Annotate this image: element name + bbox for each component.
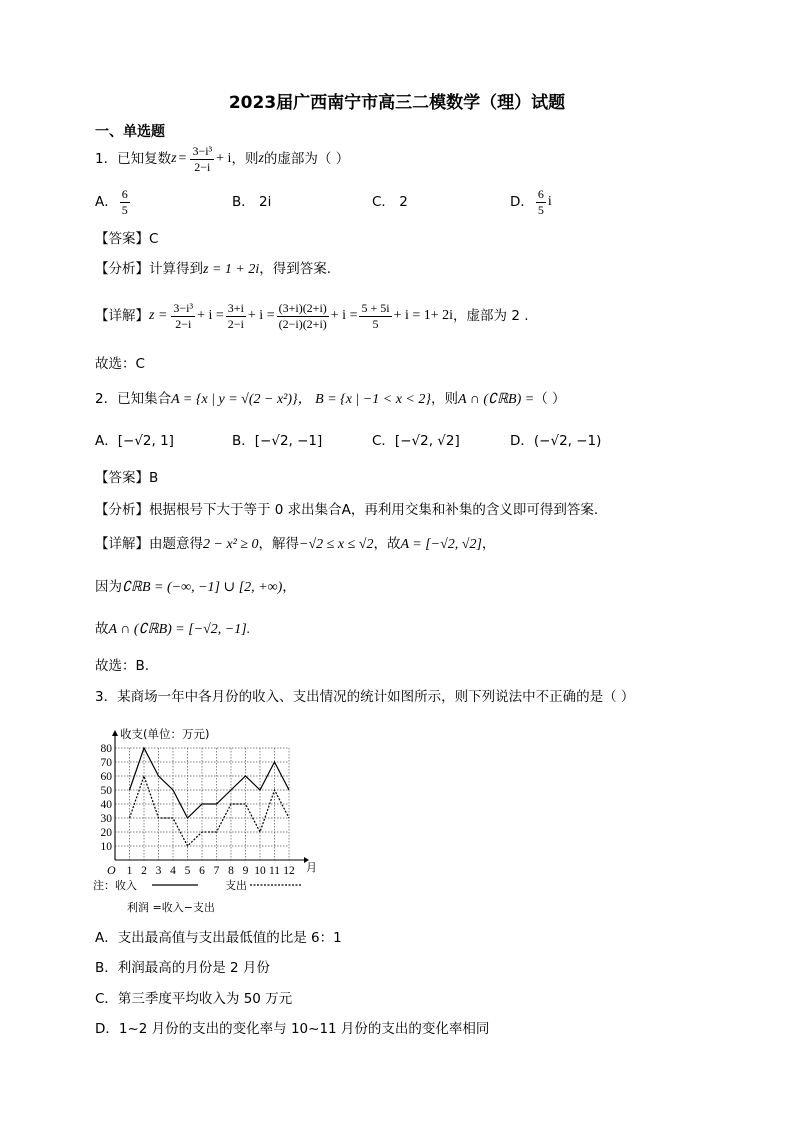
q1-detail-p3: + i = <box>330 308 358 323</box>
q2-set-a: A = {x | y = √(2 − x²)} <box>171 392 298 407</box>
q2-line3-math: A ∩ (∁ℝB) = [−√2, −1]. <box>108 622 251 637</box>
q2-answer-value: B <box>149 470 159 486</box>
x-tick-label: 5 <box>184 865 191 877</box>
chart-note-expense: 支出 <box>225 879 247 892</box>
x-tick-label: 11 <box>268 865 281 877</box>
q1-detail-frac2-num: 3+i <box>227 300 244 315</box>
q1-eq: = <box>178 151 187 166</box>
q2-answer <box>95 469 158 487</box>
page-title: 2023届广西南宁市高三二模数学（理）试题 <box>228 93 566 113</box>
q2-detail-math1: 2 − x² ≥ 0 <box>203 537 259 552</box>
q1-detail-frac1 <box>171 301 195 332</box>
q2-detail-line3 <box>95 620 250 639</box>
q1-stem-post2: 的虚部为（ ） <box>263 151 350 167</box>
q1-detail-frac1-num: 3−i³ <box>173 300 194 315</box>
q2-option-b[interactable]: B．[−√2, −1] <box>232 433 323 449</box>
q2-detail-pre: 由题意得 <box>149 536 203 552</box>
q1-detail-frac2 <box>226 301 246 332</box>
q1-answer-value: C <box>149 231 159 247</box>
q2-detail-line2 <box>95 578 296 597</box>
series-line-expense <box>130 776 290 846</box>
q1-detail-frac4 <box>359 301 391 332</box>
q1-option-a-fraction <box>120 187 130 218</box>
y-tick-label: 30 <box>100 813 112 825</box>
q1-detail-frac3 <box>277 301 329 332</box>
series-line-income <box>130 748 290 818</box>
q1-z: z <box>171 151 177 166</box>
q2-choose: 故选：B. <box>95 658 150 674</box>
q1-stem-post: ，则 <box>231 151 259 167</box>
q1-option-a[interactable] <box>95 184 132 220</box>
q1-option-a-den: 5 <box>121 202 128 217</box>
q1-fraction-den: 2−i <box>194 159 211 174</box>
q2-option-a[interactable]: A．[−√2, 1] <box>95 433 174 449</box>
y-tick-label: 70 <box>100 757 112 769</box>
x-tick-label: 4 <box>170 865 176 877</box>
q2-option-d[interactable]: D．(−√2, −1) <box>510 433 602 449</box>
q2-answer-tag: 【答案】 <box>95 470 149 486</box>
x-tick-label: 3 <box>155 865 162 877</box>
q2-line3-pre: 故 <box>95 621 109 637</box>
q1-detail-frac3-num: (3+i)(2+i) <box>278 300 327 315</box>
y-tick-label: 80 <box>100 743 112 755</box>
q1-option-d-den: 5 <box>537 202 544 217</box>
chart-origin-label: O <box>107 863 116 877</box>
q1-detail-frac1-den: 2−i <box>175 316 192 331</box>
x-tick-label: 9 <box>242 865 249 877</box>
q2-line2-pre: 因为 <box>95 579 122 595</box>
q2-analysis <box>95 501 598 519</box>
q1-answer <box>95 230 158 248</box>
q1-analysis-post: ，得到答案. <box>259 261 332 277</box>
chart-title: 收支(单位：万元) <box>120 727 210 741</box>
chart-axes <box>112 730 309 863</box>
q1-analysis <box>95 260 331 279</box>
x-tick-label: 12 <box>283 865 295 877</box>
q2-analysis-text: 根据根号下大于等于 0 求出集合A，再利用交集和补集的含义即可得到答案. <box>149 502 599 518</box>
q1-analysis-pre: 计算得到 <box>149 261 203 277</box>
q1-detail-frac4-den: 5 <box>372 316 379 331</box>
q1-analysis-math: z = 1 + 2i <box>203 262 260 277</box>
q2-set-b: ， B = {x | −1 < x < 2} <box>297 392 431 407</box>
chart-note-profit: 利润 =收入−支出 <box>127 901 215 914</box>
y-axis-arrow <box>112 730 118 736</box>
q3-stem: 3．某商场一年中各月份的收入、支出情况的统计如图所示，则下列说法中不正确的是（ ） <box>95 689 635 705</box>
q2-detail-math2: −√2 ≤ x ≤ √2 <box>299 537 374 552</box>
q2-detail-end: ， <box>481 536 496 552</box>
q2-stem-end: （ ） <box>534 391 566 407</box>
q1-detail-frac4-num: 5 + 5i <box>361 300 390 315</box>
q2-detail-tag: 【详解】 <box>95 536 149 552</box>
q3-option-c[interactable]: C．第三季度平均收入为 50 万元 <box>95 991 293 1007</box>
section-heading: 一、单选题 <box>95 124 165 140</box>
y-tick-label: 20 <box>100 827 112 839</box>
q2-line2-math: ∁ℝB = (−∞, −1] ∪ [2, +∞) <box>122 580 283 595</box>
y-tick-label: 50 <box>100 785 112 797</box>
q2-stem-pre: 2．已知集合 <box>95 391 172 407</box>
income-expense-chart <box>90 722 320 922</box>
q1-stem-pre: 1．已知复数 <box>95 151 172 167</box>
q1-option-a-label: A． <box>95 194 118 210</box>
q1-option-d-num: 6 <box>537 186 544 201</box>
q1-answer-tag: 【答案】 <box>95 231 149 247</box>
q2-analysis-tag: 【分析】 <box>95 502 149 518</box>
q1-analysis-tag: 【分析】 <box>95 261 149 277</box>
q1-detail-p4: + i = 1+ 2i <box>393 308 454 323</box>
q1-option-d[interactable] <box>510 184 552 220</box>
q2-line2-end: ， <box>282 579 296 595</box>
x-tick-label: 8 <box>228 865 234 877</box>
q1-fraction <box>190 144 214 175</box>
q1-option-c[interactable]: C． 2 <box>372 194 408 210</box>
q2-detail <box>95 535 495 554</box>
q3-option-b[interactable]: B．利润最高的月份是 2 月份 <box>95 960 270 976</box>
chart-series <box>130 748 290 846</box>
q2-detail-mid2: ，故 <box>373 536 401 552</box>
q1-option-b[interactable]: B． 2i <box>232 194 272 210</box>
q1-choose: 故选：C <box>95 356 145 372</box>
q2-detail-mid: ，解得 <box>258 536 300 552</box>
q1-option-d-suffix: i <box>547 194 552 209</box>
q1-detail-post: ，虚部为 2 . <box>453 308 529 324</box>
chart-note-income: 注：收入 <box>93 879 137 892</box>
q2-option-c[interactable]: C．[−√2, √2] <box>372 433 460 449</box>
q2-stem <box>95 390 566 409</box>
x-tick-label: 2 <box>141 865 147 877</box>
q1-detail-frac2-den: 2−i <box>227 316 244 331</box>
q2-stem-post: ，则 <box>430 391 458 407</box>
q3-option-a[interactable]: A．支出最高值与支出最低值的比是 6：1 <box>95 930 342 946</box>
q2-detail-math3: A = [−√2, √2] <box>400 537 482 552</box>
x-tick-label: 7 <box>213 865 220 877</box>
y-tick-label: 60 <box>100 771 112 783</box>
q1-detail-tag: 【详解】 <box>95 308 149 324</box>
q2-expr: A ∩ (∁ℝB) = <box>457 392 535 407</box>
q1-detail <box>95 296 529 336</box>
q1-fraction-num: 3−i³ <box>192 143 213 158</box>
q1-detail-p2: + i = <box>247 308 275 323</box>
x-tick-label: 6 <box>199 865 205 877</box>
q3-option-d[interactable]: D．1~2 月份的支出的变化率与 10~11 月份的支出的变化率相同 <box>95 1021 490 1037</box>
q1-detail-p1: + i = <box>197 308 224 323</box>
q1-detail-z: z = <box>149 308 168 323</box>
chart-x-axis-label: 月 <box>306 861 317 874</box>
q1-option-a-num: 6 <box>121 186 128 201</box>
q1-z2: z <box>258 151 264 166</box>
q1-plus-i: + i <box>216 151 232 166</box>
q1-stem <box>95 141 349 177</box>
x-tick-label: 1 <box>126 865 133 877</box>
x-tick-label: 10 <box>254 865 266 877</box>
y-tick-label: 10 <box>100 841 112 853</box>
q1-detail-frac3-den: (2−i)(2+i) <box>278 316 327 331</box>
y-tick-label: 40 <box>100 799 112 811</box>
q1-option-d-fraction <box>536 187 546 218</box>
q1-option-d-label: D． <box>510 194 534 210</box>
